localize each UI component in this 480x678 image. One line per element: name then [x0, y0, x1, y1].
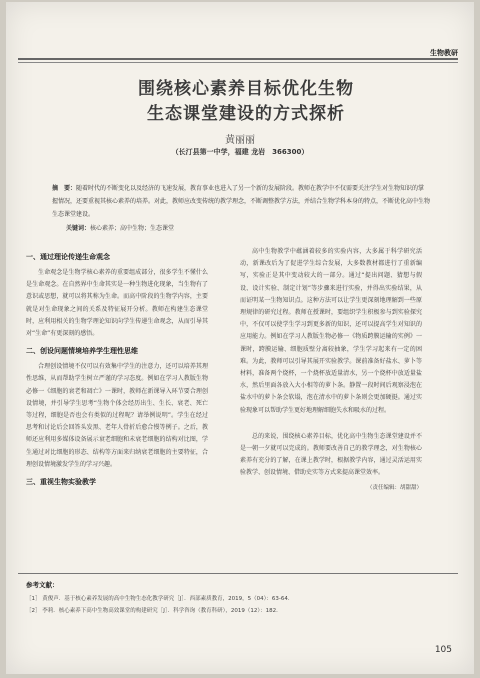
page-number: 105 — [434, 645, 452, 655]
reference-item: ［1］ 黄俊声．基于核心素养发展的高中生物生态化教学研究［J］．西部素质教育，2019，5（04）：63-64． — [26, 596, 294, 602]
section-1-paragraph: 生命观念是生物学核心素养的重要组成部分，很多学生不懂什么是生命观念。在自然界中生命其实是一种生物进化现象，当生物有了意识或思想，就可以将其称为生命。而高中阶段的生物学内容，主要就是对生命现象之间的关系及特征展开分析。教师在构建生态课堂时，应利用相关的生物学理论知识向学生传递生命观念，从而引导其对“生命”有更深刻的感悟。 — [26, 269, 208, 338]
author-affiliation: （长汀县第一中学，福建 龙岩 366300） — [171, 148, 309, 156]
section-3-heading: 三、重视生物实验教学 — [26, 478, 96, 487]
section-2-paragraph: 合理创设情境不仅可以有效集中学生的注意力，还可以培养其理性思维，从而帮助学生树立严谨的学习态度。例如在学习人教版生物必修一《细胞的衰老和凋亡》一课时，教师在新课导入环节要合理创设情境，并引导学生思考“生物个体会经历出生、生长、衰老、死亡等过程，细胞是否也会有类似的过程呢？请举例说明”。学生在经过思考和讨论后会回答头发黑、老年人骨折后愈合慢等例子。之后，教师还应利用多媒体设备展示衰老细胞和未衰老细胞的结构对比图，学生通过对比细胞的形态、结构等方面来归纳衰老细胞的主要特征，合理创设情境激发学生的学习兴趣。 — [26, 363, 208, 468]
reference-item: ［2］ 李莉．核心素养下高中生物高效课堂的构建研究［J］．科学咨询（教育科研），2019（12）：182． — [26, 608, 282, 614]
keywords-text: 核心素养；高中生物；生态课堂 — [90, 225, 175, 232]
references-heading: 参考文献： — [26, 581, 59, 589]
left-column — [26, 246, 208, 492]
right-column — [240, 246, 422, 494]
article-title-line1: 围绕核心素养目标优化生物 — [138, 79, 354, 99]
editor-note: （责任编辑：胡甜甜） — [366, 484, 422, 491]
abstract — [52, 182, 430, 221]
keywords — [66, 224, 426, 234]
references-rule — [18, 573, 458, 574]
journal-page — [6, 2, 474, 674]
section-2-heading: 二、创设问题情境培养学生理性思维 — [26, 347, 138, 356]
conclusion-paragraph: 总的来说，围绕核心素养目标，优化高中生物生态课堂建设并不是一朝一夕就可以完成的。教师要改善自己的教学理念，对生物核心素养有充分的了解，在课上教学时，根据教学内容，通过灵活运用实验教学、创设情境、借助史实等方式来提高课堂效率。 — [240, 432, 422, 477]
header-rule — [18, 58, 458, 60]
article-title-line2: 生态课堂建设的方式探析 — [147, 104, 345, 124]
header-rule-thin — [18, 62, 458, 63]
abstract-text: 随着时代的不断变化以及经济的飞速发展，教育事业也进入了另一个新的发展阶段。教师在教学中不仅需要关注学生对生物知识的掌握情况，还要重视其核心素养的培养。对此，教师应改变传统的教学理念，不断调整教学方法，并结合生物学科本身的特点，不断优化高中生物生态课堂建设。 — [52, 185, 431, 218]
section-1-heading: 一、通过理论传递生命观念 — [26, 253, 110, 261]
section-tag: 生物教研 — [430, 49, 458, 57]
abstract-label: 摘 要： — [52, 185, 77, 192]
author-name: 黄丽丽 — [225, 135, 255, 146]
keywords-label: 关键词： — [66, 225, 91, 232]
section-3-paragraph: 高中生物教学中蕴涵着较多的实验内容，大多属于科学研究活动，新课改后为了促进学生综合发展，大多数教材都进行了重新编写，实验正是其中变动较大的一部分。通过“提出问题、猜想与假设、设计实验、制定计划”等步骤来进行实验，并得出实验结果，从而证明某一生物知识点。这种方法可以让学生更深刻地理解到一些原理规律的研究过程。教师在授课时，要组织学生积极参与到实验探究中，不仅可以使学生学习到更多新的知识，还可以提高学生对知识的应用能力。例如在学习人教版生物必修一《物质跨膜运输的实例》一课时，跨膜运输、细胞质壁分离较抽象，学生学习起来有一定的困难。为此，教师可以引导其展开实验教学。课前准备好盐水、萝卜等材料，准备两个烧杯，一个烧杯放适量清水，另一个烧杯中放适量盐水，然后里面各放入大小相等的萝卜条。静置一段时间后观察浸泡在盐水中的萝卜条会软塌，泡在清水中的萝卜条则会更加硬挺。通过实验现象可以帮助学生更好地理解细胞失水和吸水的过程。 — [240, 248, 422, 414]
